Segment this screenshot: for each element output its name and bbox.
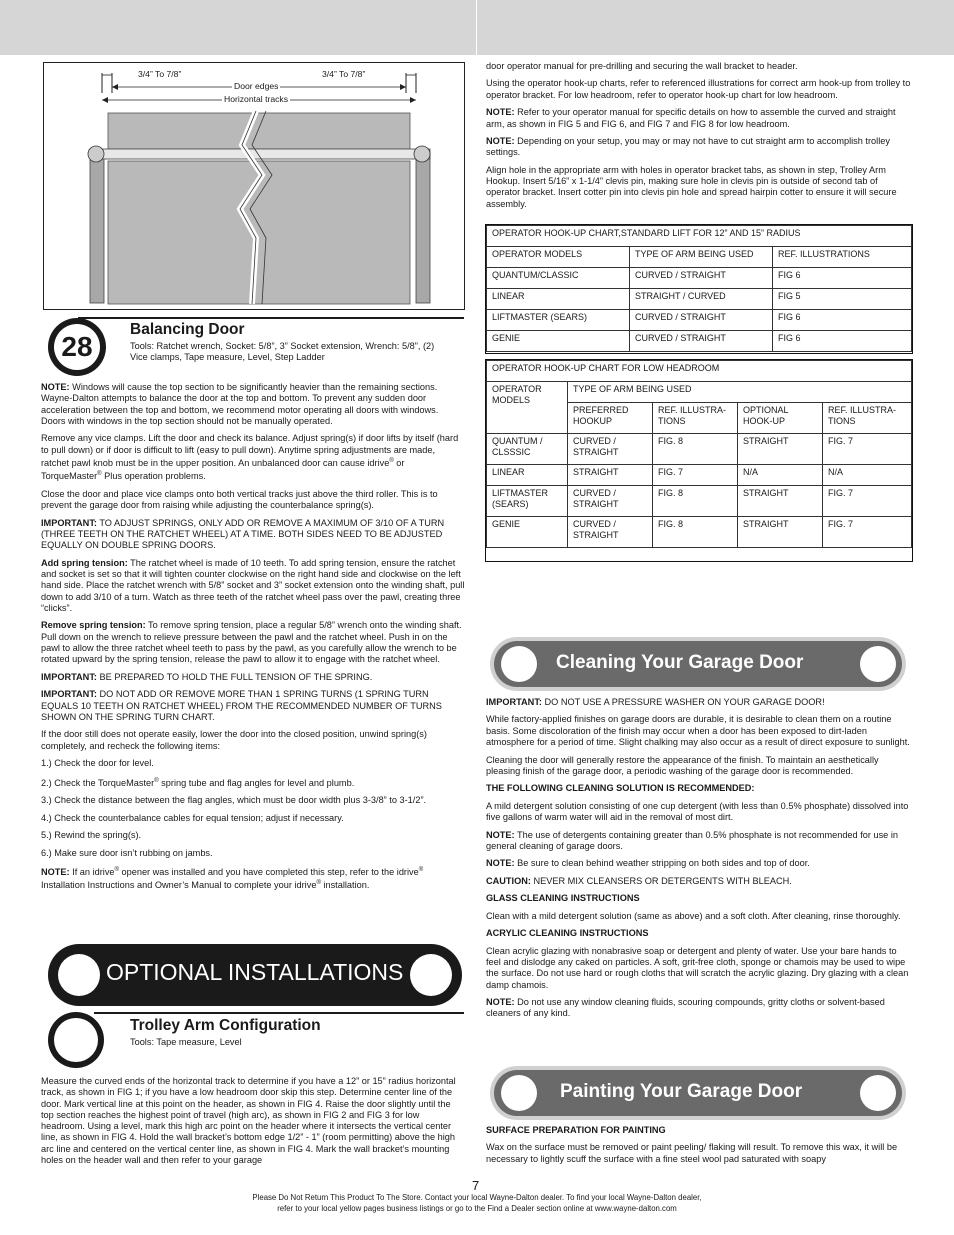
table-cell: N/A: [823, 465, 912, 486]
check-item-4: 4.) Check the counterbalance cables for equal tension; adjust if necessary.: [41, 812, 344, 823]
trolley-title: Trolley Arm Configuration: [130, 1017, 321, 1034]
table-subheader: OPTIONAL HOOK-UP: [738, 403, 823, 434]
detergent-paragraph: A mild detergent solution consisting of one cup detergent (with less than 0.5% phosphate) dissolved into five gallons of warm water will aid in the removal of most dirt.: [486, 800, 909, 823]
trolley-body: [41, 1076, 465, 1173]
table-cell: CURVED / STRAIGHT: [568, 486, 653, 517]
banner-left-dot: [501, 646, 537, 682]
registered-mark: ®: [389, 457, 394, 464]
top-header-bar: [0, 0, 954, 55]
optional-installations-banner: [48, 944, 462, 1006]
painting-text: [486, 1125, 911, 1171]
note-label: NOTE:: [486, 829, 515, 840]
table-header: OPERATOR MODELS: [487, 247, 630, 268]
note-phosphate: The use of detergents containing greater than 0.5% phosphate is not recommended for use in general cleaning of garage doors.: [486, 829, 898, 851]
door-edges-label: Door edges: [234, 81, 279, 91]
table-cell: FIG 5: [773, 289, 912, 310]
important-label: IMPORTANT:: [41, 517, 97, 528]
important-hold-tension: BE PREPARED TO HOLD THE FULL TENSION OF THE SPRING.: [96, 671, 373, 682]
table-cell: FIG. 7: [823, 517, 912, 548]
table-subheader: PREFERRED HOOKUP: [568, 403, 653, 434]
table-cell: CURVED / STRAIGHT: [630, 331, 773, 352]
surface-preparation-text: Wax on the surface must be removed or paint peeling/ flaking will result. To remove this wax, it will be necessary to lightly scuff the surface with a fine steel wool pad saturated with soapy: [486, 1142, 898, 1164]
remove-tension-text: To remove spring tension, place a regular 5/8” wrench onto the winding shaft. Pull down on the wrench to relieve pressure between the pawl and the ratchet wheel. Push in on the pawl to allow the three ratchet wheel teeth to pass by the pawl, as you carefully allow the wrench to be rotated upward by the spring tension, release the pawl to allow it to engage with the ratchet wheel.: [41, 620, 462, 665]
table-cell: FIG. 8: [653, 517, 738, 548]
horizontal-tracks-label: Horizontal tracks: [224, 94, 288, 104]
check-item-6: 6.) Make sure door isn’t rubbing on jambs.: [41, 847, 213, 858]
table-cell: LIFTMASTER (SEARS): [487, 486, 568, 517]
page-number: 7: [472, 1178, 480, 1193]
dimension-label-right: 3/4” To 7/8”: [322, 69, 366, 79]
standard-hookup-table: [486, 225, 912, 352]
table-cell: FIG 6: [773, 331, 912, 352]
table-cell: LINEAR: [487, 465, 568, 486]
note-window-fluids: Do not use any window cleaning fluids, scouring compounds, gritty cloths or solvent-based cleaners of any kind.: [486, 997, 885, 1019]
note-assemble-arms: Refer to your operator manual for specific details on how to assemble the curved and straight arm, as shown in FIG 5 and FIG 6, and FIG 7 and FIG 8 for low headroom.: [486, 107, 896, 129]
trolley-badge: [48, 1012, 104, 1068]
check-item-3: 3.) Check the distance between the flag angles, which must be door width plus 3-3/8” to 3-1/2”.: [41, 795, 427, 806]
table-cell: STRAIGHT: [738, 517, 823, 548]
note-cut-arm: Depending on your setup, you may or may not have to cut straight arm to accomplish trolley settings.: [486, 136, 890, 158]
cleaning-text: [486, 697, 911, 1026]
remove-tension-label: Remove spring tension:: [41, 620, 146, 631]
check-item-5: 5.) Rewind the spring(s).: [41, 830, 142, 841]
check-item-1: 1.) Check the door for level.: [41, 758, 154, 769]
table-cell: CURVED / STRAIGHT: [568, 434, 653, 465]
close-door-paragraph: Close the door and place vice clamps onto both vertical tracks just above the third roller. This is to prevent the garage door from raising while adjusting the counterbalance spring(s).: [41, 488, 438, 511]
balance-paragraph-cont: or TorqueMaster: [41, 458, 405, 482]
caution-label: CAUTION:: [486, 875, 531, 886]
note-idrive-cont2: Installation Instructions and Owner’s Manual to complete your idrive: [41, 880, 317, 891]
right-column-text: [486, 61, 911, 216]
operator-manual-paragraph: door operator manual for pre-drilling and securing the wall bracket to header.: [486, 61, 798, 71]
standard-table-title: OPERATOR HOOK-UP CHART,STANDARD LIFT FOR 12” AND 15” RADIUS: [487, 226, 912, 247]
check-item-2-cont: spring tube and flag angles for level and plumb.: [158, 777, 355, 788]
optional-installations-title: OPTIONAL INSTALLATIONS: [106, 959, 404, 985]
banner-left-dot: [58, 954, 100, 996]
registered-mark: ®: [114, 867, 119, 874]
footer-line-1: Please Do Not Return This Product To The Store. Contact your local Wayne-Dalton dealer. To find your local Wayne-Dalton dealer,: [252, 1193, 702, 1202]
hookup-charts-paragraph: Using the operator hook-up charts, refer to referenced illustrations for correct arm hook-up from trolley to operator bracket. For low headroom, refer to operator hook-up chart for low headroom.: [486, 78, 911, 100]
surface-preparation-heading: SURFACE PREPARATION FOR PAINTING: [486, 1125, 666, 1135]
balance-paragraph: Remove any vice clamps. Lift the door and check its balance. Adjust spring(s) if door lifts by itself (hard to pull down) or if door is difficult to lift (easy to pull down). Anytime spring adjustments are made, ratchet pawl knob must be in the upper position. An unbalanced door can cause idrive: [41, 433, 459, 469]
align-hole-paragraph: Align hole in the appropriate arm with holes in operator bracket tabs, as shown in step, Trolley Arm Hookup. Insert 5/16” x 1-1/4” clevis pin, making sure hole in clevis pin is outside of second tab of operator bracket. Insert cotter pin into clevis pin hole and spread hairpin cotter to ensure it will secure assembly.: [486, 164, 897, 209]
registered-mark: ®: [97, 471, 102, 478]
note-windows: Windows will cause the top section to be significantly heavier than the remaining sections. Wayne-Dalton attempts to balance the door at the top and bottom. To prevent any sudden door acceleration between the top and bottom, we recommend motor operating all doors with windows. Doors with windows in the top section should not be manually operated.: [41, 382, 439, 426]
glass-cleaning-text: Clean with a mild detergent solution (same as above) and a soft cloth. After cleaning, rinse thoroughly.: [486, 910, 901, 921]
door-edges-figure: [43, 62, 465, 310]
table-cell: FIG 6: [773, 310, 912, 331]
step-number: 28: [54, 324, 100, 370]
recheck-paragraph: If the door still does not operate easily, lower the door into the closed position, unwind spring(s) completely, and recheck the following items:: [41, 729, 427, 751]
table-cell: STRAIGHT: [568, 465, 653, 486]
dimension-label-left: 3/4” To 7/8”: [138, 69, 182, 79]
add-tension-label: Add spring tension:: [41, 557, 128, 568]
table-cell: CURVED / STRAIGHT: [568, 517, 653, 548]
table-cell: FIG. 7: [653, 465, 738, 486]
low-table-title: OPERATOR HOOK-UP CHART FOR LOW HEADROOM: [487, 361, 912, 382]
table-cell: STRAIGHT / CURVED: [630, 289, 773, 310]
note-idrive: If an idrive: [69, 867, 115, 878]
note-idrive-cont: opener was installed and you have completed this step, refer to the idrive: [118, 867, 419, 878]
note-label: NOTE:: [41, 867, 70, 878]
registered-mark: ®: [316, 880, 321, 887]
banner-right-dot: [860, 646, 896, 682]
important-max-turn: TO ADJUST SPRINGS, ONLY ADD OR REMOVE A MAXIMUM OF 3/10 OF A TURN (THREE TEETH ON THE RATCHET WHEEL) AT A TIME. BOTH SIDES NEED TO BE ADJUSTED EQUALLY ON DOUBLE SPRING DOORS.: [41, 517, 445, 551]
table-cell: QUANTUM/CLASSIC: [487, 268, 630, 289]
footer-line-2: refer to your local yellow pages business listings or go to the Find a Dealer section online at www.wayne-dalton.com: [277, 1204, 677, 1213]
step-tools: Tools: Ratchet wrench, Socket: 5/8”, 3” Socket extension, Wrench: 5/8”, (2) Vice clamps, Tape measure, Level, Step Ladder: [130, 341, 435, 362]
glass-cleaning-heading: GLASS CLEANING INSTRUCTIONS: [486, 893, 640, 904]
check-item-2: 2.) Check the TorqueMaster: [41, 777, 155, 788]
trolley-paragraph: Measure the curved ends of the horizontal track to determine if you have a 12” or 15” radius horizontal track, as shown in FIG 1; if you have a low headroom door skip this step. Determine center line of the door. Mark vertical line at this point on the header, as shown in FIG 4. Raise the door slightly until the top section reaches the highest point of travel (high arc), as shown in FIG 2 and FIG 3 for low headroom. Using a level, mark this high arc point on the header where it intersects the vertical center line, as shown in FIG 4. Hold the wall bracket’s bottom edge 1/2” - 1” (room permitting) above the high arc line and centered on the vertical center line, as shown in FIG 4. Mark the wall bracket’s mounting holes on the header wall and then refer to your garage: [41, 1076, 456, 1166]
table-cell: STRAIGHT: [738, 486, 823, 517]
table-cell: FIG. 7: [823, 486, 912, 517]
note-label: NOTE:: [486, 858, 515, 869]
step-title: Balancing Door: [130, 321, 245, 338]
left-column-text: [41, 382, 465, 898]
trolley-tools: Tools: Tape measure, Level: [130, 1037, 242, 1047]
table-cell: FIG. 8: [653, 434, 738, 465]
important-label: IMPORTANT:: [41, 689, 97, 700]
cleaning-solution-heading: THE FOLLOWING CLEANING SOLUTION IS RECOMMENDED:: [486, 783, 755, 794]
acrylic-cleaning-text: Clean acrylic glazing with nonabrasive soap or detergent and plenty of water. Use your bare hands to feel and dislodge any caked on particles. A soft, grit-free cloth, sponge or chamois may be used to wipe the surface. Do not use hard or rough cloths that will scratch the acrylic glazing. Dry glazing with a clean damp chamois.: [486, 945, 909, 990]
cleaning-banner: [490, 637, 906, 691]
table-cell: CURVED / STRAIGHT: [630, 268, 773, 289]
note-label: NOTE:: [486, 136, 515, 147]
banner-left-dot: [501, 1075, 537, 1111]
add-tension-text: The ratchet wheel is made of 10 teeth. To add spring tension, ensure the ratchet and socket is set so that it will tighten counter clockwise on the right hand side and clockwise on the left hand side. Place the ratchet wrench with 5/8” socket and 3” socket extension onto the winding shaft, pull down to add 3/10 of a turn. Watch as three teeth of the ratchet wheel pass over the pawl, creating three “clicks”.: [41, 557, 465, 613]
important-spring-turns: DO NOT ADD OR REMOVE MORE THAN 1 SPRING TURNS (1 SPRING TURN EQUALS 10 TEETH ON RATCHET WHEEL) FROM THE RECOMMENDED NUMBER OF TURNS SHOWN ON THE SPRING TURN CHART.: [41, 689, 442, 722]
table-cell: LIFTMASTER (SEARS): [487, 310, 630, 331]
important-pressure-washer: DO NOT USE A PRESSURE WASHER ON YOUR GARAGE DOOR!: [541, 697, 825, 707]
painting-title: Painting Your Garage Door: [560, 1081, 803, 1102]
acrylic-cleaning-heading: ACRYLIC CLEANING INSTRUCTIONS: [486, 928, 649, 939]
table-cell: STRAIGHT: [738, 434, 823, 465]
trolley-badge-inner: [54, 1018, 98, 1062]
finishes-paragraph: While factory-applied finishes on garage doors are durable, it is desirable to clean them on a routine basis. Some discoloration of the finish may occur when a door has been exposed to dirt-laden atmosphere for a period of time. Slight chalking may also occur as a result of direct exposure to sunlight.: [486, 714, 910, 748]
table-cell: LINEAR: [487, 289, 630, 310]
table-cell: CURVED / STRAIGHT: [630, 310, 773, 331]
important-label: IMPORTANT:: [41, 671, 97, 682]
table-header: OPERATOR MODELS: [487, 382, 568, 434]
header-divider: [476, 0, 477, 55]
footer: [0, 1192, 954, 1214]
table-cell: N/A: [738, 465, 823, 486]
note-idrive-end: installation.: [320, 880, 370, 891]
banner-right-dot: [410, 954, 452, 996]
note-label: NOTE:: [41, 382, 70, 392]
table-subheader: REF. ILLUSTRA-TIONS: [823, 403, 912, 434]
table-header: TYPE OF ARM BEING USED: [630, 247, 773, 268]
cleaning-title: Cleaning Your Garage Door: [556, 652, 804, 673]
note-label: NOTE:: [486, 997, 515, 1008]
note-label: NOTE:: [486, 107, 515, 118]
banner-right-dot: [860, 1075, 896, 1111]
table-header: TYPE OF ARM BEING USED: [568, 382, 912, 403]
registered-mark: ®: [418, 867, 424, 874]
table-cell: FIG 6: [773, 268, 912, 289]
note-weather-stripping: Be sure to clean behind weather stripping on both sides and top of door.: [514, 858, 810, 869]
table-subheader: REF. ILLUSTRA-TIONS: [653, 403, 738, 434]
painting-banner: [490, 1066, 906, 1120]
balance-paragraph-end: Plus operation problems.: [101, 471, 206, 482]
registered-mark: ®: [154, 777, 159, 784]
table-cell: GENIE: [487, 331, 630, 352]
important-label: IMPORTANT:: [486, 697, 542, 707]
table-cell: FIG. 7: [823, 434, 912, 465]
table-cell: GENIE: [487, 517, 568, 548]
table-cell: QUANTUM / CLSSSIC: [487, 434, 568, 465]
caution-bleach: NEVER MIX CLEANSERS OR DETERGENTS WITH BLEACH.: [530, 875, 792, 886]
table-cell: FIG. 8: [653, 486, 738, 517]
step-number-badge: [48, 318, 106, 376]
restore-paragraph: Cleaning the door will generally restore the appearance of the finish. To maintain an aesthetically pleasing finish of the garage door, a periodic washing of the garage door is recommended.: [486, 754, 879, 776]
table-header: REF. ILLUSTRATIONS: [773, 247, 912, 268]
low-headroom-table: [486, 360, 912, 548]
